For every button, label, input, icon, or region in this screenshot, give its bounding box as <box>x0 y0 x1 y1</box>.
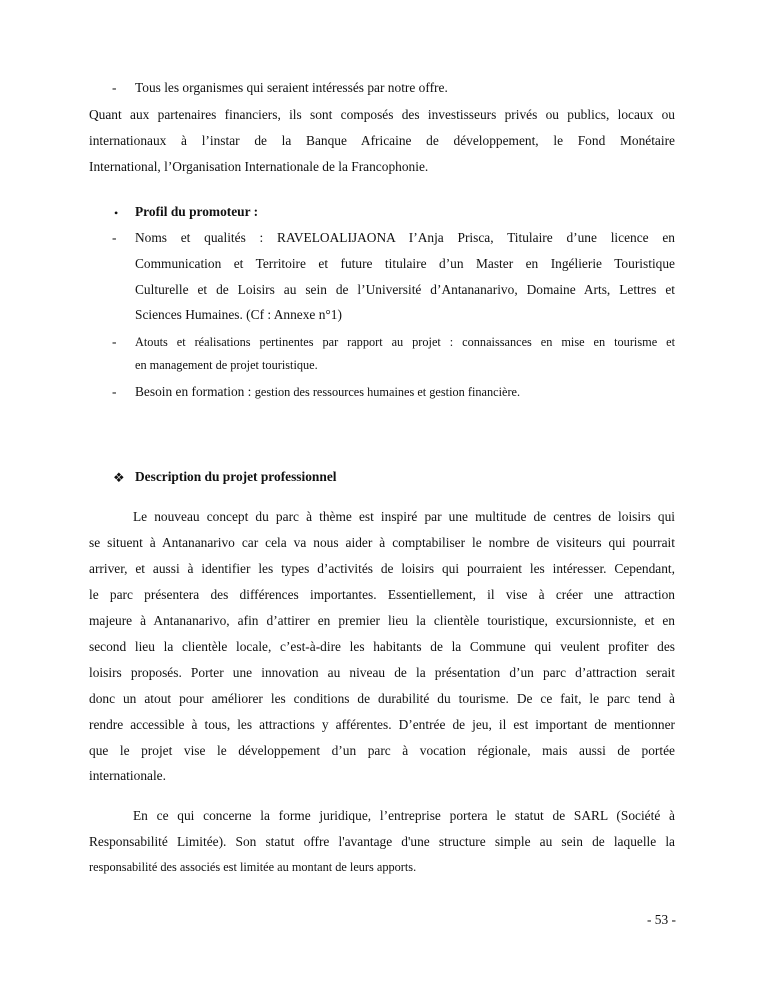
promoter-names-line-4: Sciences Humaines. (Cf : Annexe n°1) <box>135 307 342 322</box>
list-dash: - <box>112 80 117 95</box>
promoter-atouts-line-2: en management de projet touristique. <box>135 358 318 372</box>
list-dash: - <box>112 384 117 399</box>
description-p2-line-1: En ce qui concerne la forme juridique, l’entreprise portera le statut de SARL (Société à <box>133 808 675 823</box>
description-p1-line-2: se situent à Antananarivo car cela va nous aider à comptabiliser le nombre de visiteurs qui pourrait <box>89 535 675 550</box>
partners-line-3: International, l’Organisation Internationale de la Francophonie. <box>89 159 429 174</box>
bullet-icon: • <box>114 206 119 220</box>
promoter-names-line-3: Culturelle et de Loisirs au sein de l’Université d’Antananarivo, Domaine Arts, Lettres et <box>135 282 675 297</box>
description-p1-line-9: rendre accessible à tous, les attractions y afférentes. D’entrée de jeu, il est important de mentionner <box>89 717 675 732</box>
promoter-heading: Profil du promoteur : <box>135 204 259 219</box>
diamond-bullet-icon: ❖ <box>113 470 125 485</box>
page-number: - 53 - <box>646 912 676 927</box>
list-dash: - <box>112 230 117 245</box>
promoter-formation-label: Besoin en formation : <box>135 384 252 399</box>
description-p1-line-11: internationale. <box>89 768 166 783</box>
description-heading: Description du projet professionnel <box>135 469 337 484</box>
description-p1-line-3: arriver, et aussi à identifier les types d’activités de loisirs qui pourraient les intéresser. Cependant, <box>89 561 675 576</box>
list-item-organismes: Tous les organismes qui seraient intéressés par notre offre. <box>135 80 448 95</box>
description-p1-line-7: loisirs proposés. Porter une innovation au niveau de la présentation d’un parc d’attraction serait <box>89 665 675 680</box>
description-p2-line-3: responsabilité des associés est limitée au montant de leurs apports. <box>89 860 417 874</box>
description-p1-line-1: Le nouveau concept du parc à thème est inspiré par une multitude de centres de loisirs qui <box>133 509 675 524</box>
promoter-atouts-line-1: Atouts et réalisations pertinentes par rapport au projet : connaissances en mise en tourisme et <box>135 335 675 349</box>
promoter-names-line-2: Communication et Territoire et future titulaire d’un Master en Ingélierie Touristique <box>135 256 675 271</box>
partners-line-2: internationaux à l’instar de la Banque Africaine de développement, le Fond Monétaire <box>89 133 675 148</box>
description-p1-line-8: donc un atout pour améliorer les conditions de durabilité du tourisme. De ce fait, le parc tend à <box>89 691 675 706</box>
description-p1-line-4: le parc présentera des différences importantes. Essentiellement, il vise à créer une attraction <box>89 587 675 602</box>
promoter-formation-text: gestion des ressources humaines et gestion financière. <box>254 385 521 399</box>
promoter-names-line-1: Noms et qualités : RAVELOALIJAONA I’Anja Prisca, Titulaire d’une licence en <box>135 230 675 245</box>
description-p2-line-2: Responsabilité Limitée). Son statut offre l'avantage d'une structure simple au sein de laquelle la <box>89 834 675 849</box>
description-p1-line-6: second lieu la clientèle locale, c’est-à-dire les habitants de la Commune qui veulent profiter des <box>89 639 675 654</box>
partners-line-1: Quant aux partenaires financiers, ils sont composés des investisseurs privés ou publics, locaux ou <box>89 107 675 122</box>
description-p1-line-5: majeure à Antananarivo, afin d’attirer en premier lieu la clientèle touristique, excursionniste, et en <box>89 613 675 628</box>
description-p1-line-10: que le projet vise le développement d’un parc à vocation régionale, mais aussi de portée <box>89 743 675 758</box>
list-dash: - <box>112 334 117 349</box>
promoter-formation <box>135 384 520 400</box>
